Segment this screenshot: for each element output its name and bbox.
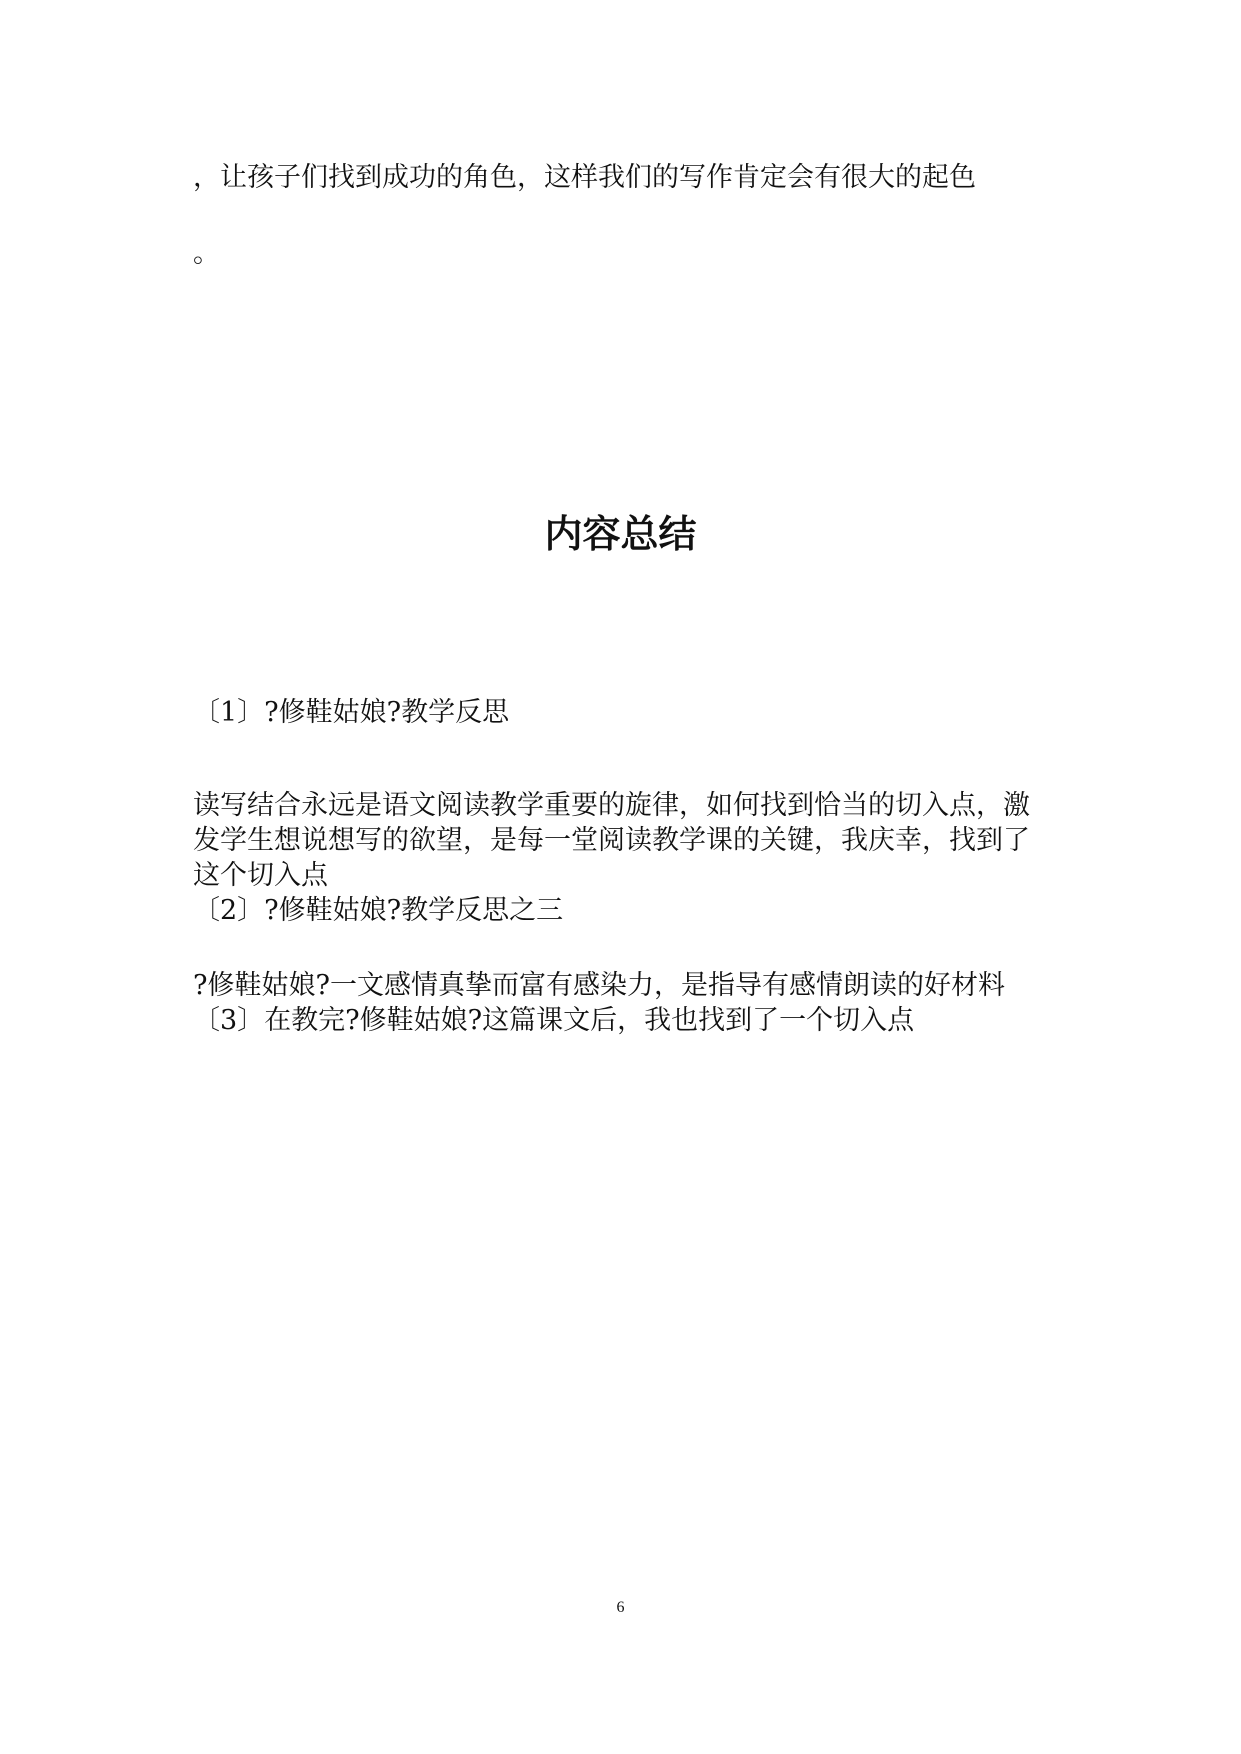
- paragraph-continuation-line: ，让孩子们找到成功的角色，这样我们的写作肯定会有很大的起色: [193, 162, 976, 193]
- summary-item-1-body-line-2: 发学生想说想写的欲望，是每一堂阅读教学课的关键，我庆幸，找到了: [193, 825, 1030, 856]
- summary-item-1-body-line-1: 读写结合永远是语文阅读教学重要的旋律，如何找到恰当的切入点，激: [193, 790, 1030, 821]
- summary-item-2-body: ?修鞋姑娘?一文感情真挚而富有感染力，是指导有感情朗读的好材料: [193, 970, 1005, 1001]
- paragraph-continuation-end: 。: [193, 238, 220, 269]
- page-number: 6: [616, 1599, 625, 1616]
- section-heading: 内容总结: [544, 512, 697, 556]
- summary-item-1-title: 〔1〕?修鞋姑娘?教学反思: [193, 697, 510, 728]
- summary-item-1-body-line-3: 这个切入点: [193, 860, 328, 891]
- summary-item-3: 〔3〕在教完?修鞋姑娘?这篇课文后，我也找到了一个切入点: [193, 1005, 915, 1036]
- summary-item-2-title: 〔2〕?修鞋姑娘?教学反思之三: [193, 895, 564, 926]
